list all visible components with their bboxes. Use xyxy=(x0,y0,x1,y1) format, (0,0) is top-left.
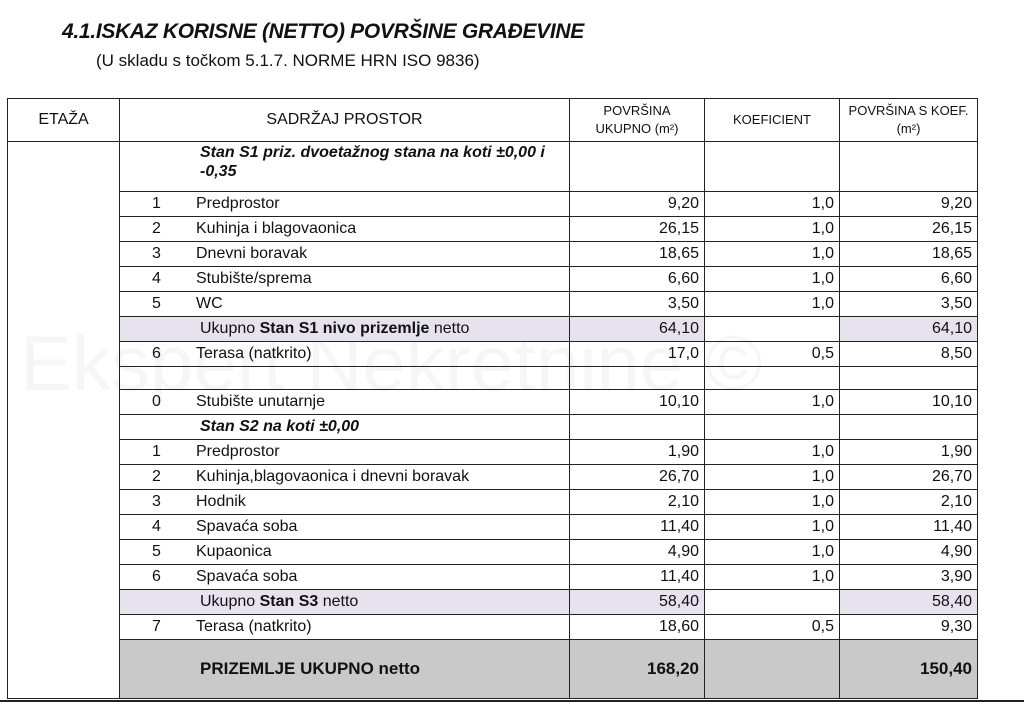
row-label xyxy=(120,242,570,267)
subtotal-post: netto xyxy=(318,593,359,610)
empty-cell xyxy=(705,367,840,390)
empty-cell xyxy=(705,142,840,192)
blank-row xyxy=(8,367,978,390)
subtotal-label xyxy=(120,317,570,342)
row-number: 7 xyxy=(152,618,161,635)
table-row xyxy=(8,465,978,490)
row-room: Kupaonica xyxy=(196,543,272,560)
row-area-coef: 26,15 xyxy=(840,217,978,242)
row-area: 18,65 xyxy=(570,242,705,267)
row-room: Predprostor xyxy=(196,443,280,460)
row-area-coef: 3,50 xyxy=(840,292,978,317)
header-povrsina-koef: POVRŠINA S KOEF. (m²) xyxy=(840,99,978,142)
empty-cell xyxy=(705,640,840,699)
row-area: 6,60 xyxy=(570,267,705,292)
row-label xyxy=(120,465,570,490)
row-label xyxy=(120,217,570,242)
subtotal-area-coef: 58,40 xyxy=(840,590,978,615)
empty-cell xyxy=(570,142,705,192)
subtotal-bold: Stan S3 xyxy=(259,593,319,610)
row-coefficient: 1,0 xyxy=(705,565,840,590)
table-row xyxy=(8,540,978,565)
row-label xyxy=(120,615,570,640)
row-label xyxy=(120,440,570,465)
row-area-coef: 9,20 xyxy=(840,192,978,217)
subtotal-bold: Stan S1 nivo prizemlje xyxy=(259,320,430,337)
area-table xyxy=(7,98,978,699)
row-coefficient: 1,0 xyxy=(705,440,840,465)
row-area-coef: 2,10 xyxy=(840,490,978,515)
row-area: 3,50 xyxy=(570,292,705,317)
row-coefficient: 1,0 xyxy=(705,490,840,515)
table-row xyxy=(8,342,978,367)
row-coefficient: 0,5 xyxy=(705,342,840,367)
row-coefficient: 1,0 xyxy=(705,192,840,217)
subtotal-area: 64,10 xyxy=(570,317,705,342)
row-area-coef: 3,90 xyxy=(840,565,978,590)
table-row xyxy=(8,217,978,242)
row-area-coef: 4,90 xyxy=(840,540,978,565)
header-koeficient: KOEFICIENT xyxy=(705,99,840,142)
row-area-coef: 10,10 xyxy=(840,390,978,415)
bottom-rule xyxy=(0,700,1024,702)
row-area: 4,90 xyxy=(570,540,705,565)
empty-cell xyxy=(570,415,705,440)
header-etaza: ETAŽA xyxy=(8,99,120,142)
table-row xyxy=(8,490,978,515)
empty-cell xyxy=(120,367,570,390)
row-number: 2 xyxy=(152,468,161,485)
subtotal-pre: Ukupno xyxy=(200,593,260,610)
row-area: 17,0 xyxy=(570,342,705,367)
row-number: 4 xyxy=(152,518,161,535)
row-coefficient: 1,0 xyxy=(705,292,840,317)
row-area-coef: 1,90 xyxy=(840,440,978,465)
row-room: Spavaća soba xyxy=(196,568,298,585)
row-area: 11,40 xyxy=(570,515,705,540)
table-row xyxy=(8,242,978,267)
table-row xyxy=(8,615,978,640)
row-area: 1,90 xyxy=(570,440,705,465)
row-area-coef: 8,50 xyxy=(840,342,978,367)
row-room: Terasa (natkrito) xyxy=(196,618,312,635)
row-label xyxy=(120,292,570,317)
table-row xyxy=(8,267,978,292)
subtotal-label xyxy=(120,590,570,615)
row-room: Hodnik xyxy=(196,493,246,510)
empty-cell xyxy=(705,590,840,615)
empty-cell xyxy=(705,317,840,342)
table-row xyxy=(8,390,978,415)
document-title: 4.1.ISKAZ KORISNE (NETTO) POVRŠINE GRAĐEVINE xyxy=(62,20,584,43)
row-coefficient: 1,0 xyxy=(705,242,840,267)
row-room: Terasa (natkrito) xyxy=(196,345,312,362)
row-room: Kuhinja i blagovaonica xyxy=(196,220,357,237)
row-number: 3 xyxy=(152,245,161,262)
row-coefficient: 1,0 xyxy=(705,390,840,415)
etaza-cell xyxy=(8,142,120,699)
row-area: 26,15 xyxy=(570,217,705,242)
row-number: 0 xyxy=(152,393,161,410)
row-number: 5 xyxy=(152,295,161,312)
document-subtitle: (U skladu s točkom 5.1.7. NORME HRN ISO 9836) xyxy=(96,51,480,70)
empty-cell xyxy=(840,415,978,440)
row-coefficient: 1,0 xyxy=(705,465,840,490)
row-room: Stubište/sprema xyxy=(196,270,312,287)
row-room: Dnevni boravak xyxy=(196,245,308,262)
row-area-coef: 26,70 xyxy=(840,465,978,490)
row-area-coef: 18,65 xyxy=(840,242,978,267)
table-row xyxy=(8,515,978,540)
table-row xyxy=(8,292,978,317)
row-label xyxy=(120,192,570,217)
empty-cell xyxy=(705,415,840,440)
row-number: 3 xyxy=(152,493,161,510)
section-row-s2 xyxy=(8,415,978,440)
total-row xyxy=(8,640,978,699)
row-area-coef: 9,30 xyxy=(840,615,978,640)
row-coefficient: 1,0 xyxy=(705,515,840,540)
subtotal-area-coef: 64,10 xyxy=(840,317,978,342)
row-area: 26,70 xyxy=(570,465,705,490)
row-area-coef: 6,60 xyxy=(840,267,978,292)
row-coefficient: 1,0 xyxy=(705,217,840,242)
subtotal-post: netto xyxy=(429,320,470,337)
row-area: 11,40 xyxy=(570,565,705,590)
row-coefficient: 1,0 xyxy=(705,540,840,565)
row-number: 2 xyxy=(152,220,161,237)
row-area: 2,10 xyxy=(570,490,705,515)
row-room: Predprostor xyxy=(196,195,280,212)
row-coefficient: 1,0 xyxy=(705,267,840,292)
row-coefficient: 0,5 xyxy=(705,615,840,640)
subtotal-row xyxy=(8,590,978,615)
row-label xyxy=(120,490,570,515)
row-label xyxy=(120,515,570,540)
row-number: 5 xyxy=(152,543,161,560)
row-label xyxy=(120,540,570,565)
row-room: Spavaća soba xyxy=(196,518,298,535)
row-room: Kuhinja,blagovaonica i dnevni boravak xyxy=(196,468,470,485)
section-title: Stan S2 na koti ±0,00 xyxy=(120,415,570,440)
total-area-coef: 150,40 xyxy=(840,640,978,699)
row-room: WC xyxy=(196,295,223,312)
header-sadrzaj: SADRŽAJ PROSTOR xyxy=(120,99,570,142)
section-title: Stan S1 priz. dvoetažnog stana na koti ±0,00 i -0,35 xyxy=(120,142,570,192)
row-area: 18,60 xyxy=(570,615,705,640)
total-area: 168,20 xyxy=(570,640,705,699)
row-number: 1 xyxy=(152,195,161,212)
subtotal-row xyxy=(8,317,978,342)
table-row xyxy=(8,192,978,217)
row-label xyxy=(120,267,570,292)
row-number: 4 xyxy=(152,270,161,287)
subtotal-pre: Ukupno xyxy=(200,320,260,337)
table-header-row xyxy=(8,99,978,142)
section-row-s1 xyxy=(8,142,978,192)
table-row xyxy=(8,440,978,465)
row-room: Stubište unutarnje xyxy=(196,393,325,410)
row-area-coef: 11,40 xyxy=(840,515,978,540)
table-row xyxy=(8,565,978,590)
row-number: 1 xyxy=(152,443,161,460)
row-label xyxy=(120,390,570,415)
total-label: PRIZEMLJE UKUPNO netto xyxy=(120,640,570,699)
row-label xyxy=(120,342,570,367)
subtotal-area: 58,40 xyxy=(570,590,705,615)
row-area: 9,20 xyxy=(570,192,705,217)
empty-cell xyxy=(840,367,978,390)
row-label xyxy=(120,565,570,590)
empty-cell xyxy=(570,367,705,390)
row-area: 10,10 xyxy=(570,390,705,415)
row-number: 6 xyxy=(152,345,161,362)
empty-cell xyxy=(840,142,978,192)
row-number: 6 xyxy=(152,568,161,585)
header-povrsina: POVRŠINA UKUPNO (m²) xyxy=(570,99,705,142)
